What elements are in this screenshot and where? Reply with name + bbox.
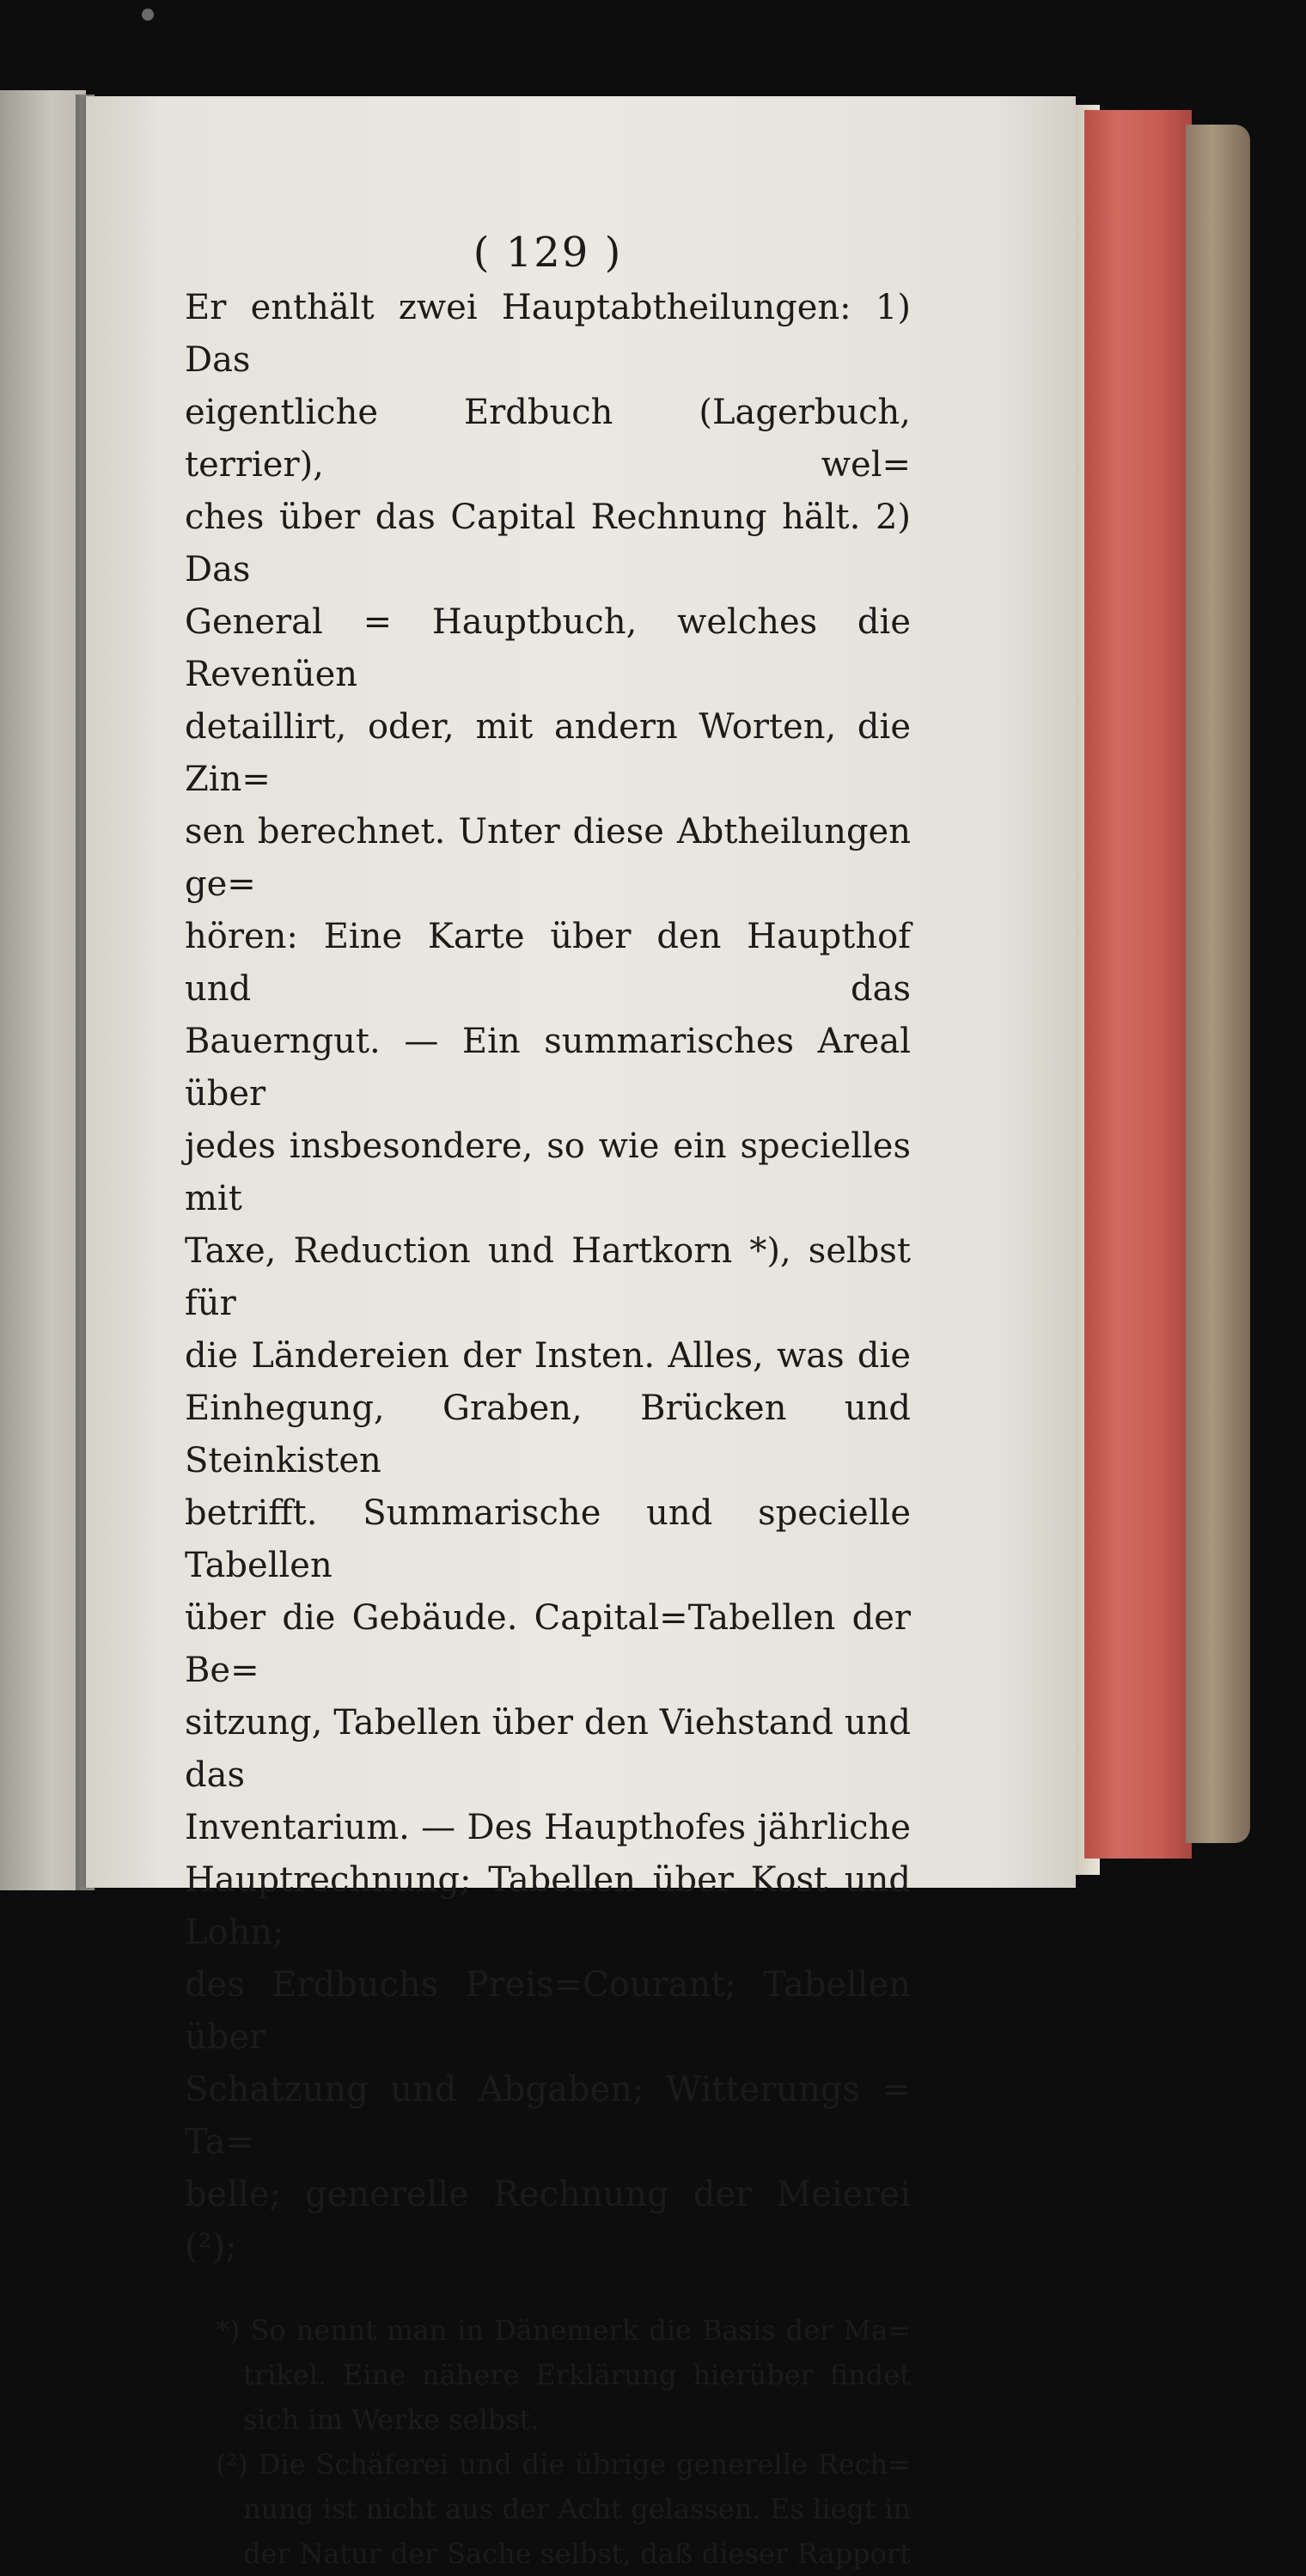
footnote-line: sich im Werke selbst. bbox=[243, 2403, 540, 2436]
footnote-line: (²) Die Schäferei und die übrige generelle Rech= bbox=[216, 2448, 911, 2481]
body-line: Inventarium. — Des Haupthofes jährliche bbox=[185, 1808, 911, 1847]
body-line: Schatzung und Abgaben; Witterungs = Ta= bbox=[185, 2070, 911, 2162]
body-text bbox=[185, 282, 911, 2274]
body-line: Er enthält zwei Hauptabtheilungen: 1) Das bbox=[185, 288, 911, 380]
footnote-line: nung ist nicht aus der Acht gelassen. Es liegt in bbox=[243, 2493, 911, 2525]
page-number: ( 129 ) bbox=[473, 229, 623, 277]
body-line: betrifft. Summarische und specielle Tabellen bbox=[185, 1493, 911, 1585]
body-line: sitzung, Tabellen über den Viehstand und das bbox=[185, 1703, 911, 1795]
body-line: belle; generelle Rechnung der Meierei (²); bbox=[185, 2175, 911, 2267]
body-line: detaillirt, oder, mit andern Worten, die Zin= bbox=[185, 707, 911, 799]
body-line: über die Gebäude. Capital=Tabellen der Be= bbox=[185, 1598, 911, 1690]
body-line: General = Hauptbuch, welches die Revenüen bbox=[185, 602, 911, 694]
body-line: Einhegung, Graben, Brücken und Steinkisten bbox=[185, 1389, 911, 1480]
page-content bbox=[185, 228, 911, 2576]
body-line: des Erdbuchs Preis=Courant; Tabellen über bbox=[185, 1965, 911, 2057]
body-line: hören: Eine Karte über den Haupthof und das bbox=[185, 917, 911, 1009]
body-line: Bauerngut. — Ein summarisches Areal über bbox=[185, 1022, 911, 1114]
body-line: sen berechnet. Unter diese Abtheilungen ge= bbox=[185, 812, 911, 904]
body-line: Taxe, Reduction und Hartkorn *), selbst für bbox=[185, 1231, 911, 1323]
body-line: ches über das Capital Rechnung hält. 2) Das bbox=[185, 497, 911, 589]
dust-spot bbox=[142, 9, 154, 21]
red-fore-edge bbox=[1084, 110, 1192, 1859]
book-cover-edge bbox=[1186, 125, 1250, 1843]
footnote-line: *) So nennt man in Dänemerk die Basis der Ma= bbox=[216, 2314, 911, 2347]
previous-page-edge bbox=[0, 90, 86, 1890]
body-line: jedes insbesondere, so wie ein specielles mit bbox=[185, 1126, 911, 1218]
footnotes bbox=[185, 2308, 911, 2576]
footnote-line: trikel. Eine nähere Erklärung hierüber findet bbox=[243, 2359, 911, 2391]
body-line: eigentliche Erdbuch (Lagerbuch, terrier), wel= bbox=[185, 393, 911, 485]
body-line: Hauptrechnung; Tabellen über Kost und Lohn; bbox=[185, 1860, 911, 1952]
footnote-line: der Natur der Sache selbst, daß dieser Rapport bbox=[243, 2537, 911, 2570]
body-line: die Ländereien der Insten. Alles, was die bbox=[185, 1336, 911, 1376]
